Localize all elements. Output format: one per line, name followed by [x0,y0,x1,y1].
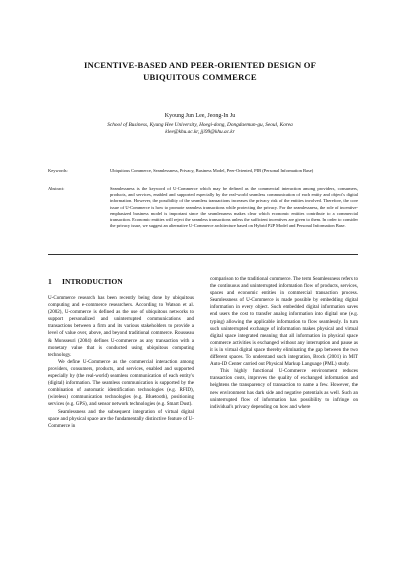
title-line-2: UBIQUITOUS COMMERCE [143,71,257,82]
right-paragraph-2: This highly functional U-Commerce environment reduces transaction costs, improves the quality of exchanged information and heightens the transparency of transaction to name a few. However, the new environment has dark side and negative potentials as well. Such an uninterrupted flow of information has possibility to infringe on individual's privacy depending on how and where [210,368,358,410]
abstract-text: Seamlessness is the keyword of U-Commerce which may be defined as the commercial interaction among providers, consumers, products, and services, enabled and supported especially by the real-world seamless communication of each entity and object's digital information. However, the possibility of the seamless transactions increases the privacy risk of the entities involved. Therefore, the core issue of U-Commerce is how to promote seamless transactions while protecting the privacy. For the seamlessness, the role of incentive-emphasized business model is important since the seamlessness makes clear which economic entities contribute to a commercial transaction. Economic entities will reject the seamless transactions unless the sufficient incentives are given to them. In order to consider the privacy issue, we suggest an alternative U-Commerce architecture based on Hybrid P2P Model and Personal Information Base. [110,186,358,229]
left-paragraph-3: Seamlessness and the subsequent integration of virtual digital space and physical space are the fundamentally distinctive feature of U-Commerce in [48,408,194,429]
keywords-label: Keywords: [48,168,68,173]
right-paragraph-1: comparison to the traditional commerce. The term Seamlessness refers to the continuous and uninterrupted information flow of products, services, spaces and economic entities in commercial transaction process. Seamlessness of U-Commerce is made possible by embedding digital information in every object. Such embedded digital information saves end users the cost to transfer analog information into digital one (e.g. typing) allowing the applicable information to flow seamlessly. In turn such uninterrupted exchange of information makes physical and virtual digital space integrated meaning that all information in physical space commerce activities is exchanged without any interruption and pause as it is in virtual digital space thereby eliminating the gap between the two different spaces. To understand such integration, Brock (2001) in MIT Auto-ID Center carried out Physical Markup Language (PML) study. [210,276,358,368]
left-paragraph-1: U-Commerce research has been recently being done by ubiquitous computing and e-commerce researchers. According to Watson et al. (2002), U-commerce is defined as the use of ubiquitous networks to support personalized and uninterrupted communications and transactions between a firm and its various stakeholders to provide a level of value over, above, and beyond traditional commerce. Rousseau & Monsseuri (2004) defines U-commerce as any transaction with a monetary value that is conducted using ubiquitous computing technology. [48,295,194,358]
section-heading [48,277,194,287]
right-column [210,276,358,411]
title-line-1: INCENTIVE-BASED AND PEER-ORIENTED DESIGN OF [83,60,317,70]
section-number: 1 [48,277,52,286]
left-paragraph-2: We define U-Commerce as the commercial interaction among providers, consumers, products, and services, enabled and supported especially by (the real-world) seamless communication of each entity's (digital) information. The seamless communication is supported by the combination of automatic identification technologies (e.g. RFID), (wireless) communication technologies (e.g. Bluetooth), positioning services (e.g. GPS), and sensor network technologies (e.g. Smart Dust). [48,358,194,408]
abstract-label: Abstract: [48,186,65,191]
author-names: Kyoung Jun Lee, Jeong-In Ju [164,113,236,119]
keywords-text: Ubiquitous Commerce, Seamlessness, Privacy, Business Model, Peer-Oriented, PIB (Personal Information Base) [110,168,314,173]
section-title: INTRODUCTION [62,277,123,286]
author-block [40,113,360,137]
author-emails: klee@khu.ac.kr, jji99@khu.ac.kr [165,129,235,136]
section-divider [48,254,358,255]
author-affiliation: School of Business, Kyung Hee University, Hoegi-dong, Dongdaemun-gu, Seoul, Korea [107,122,293,129]
left-column [48,277,194,430]
paper-title [40,60,360,83]
